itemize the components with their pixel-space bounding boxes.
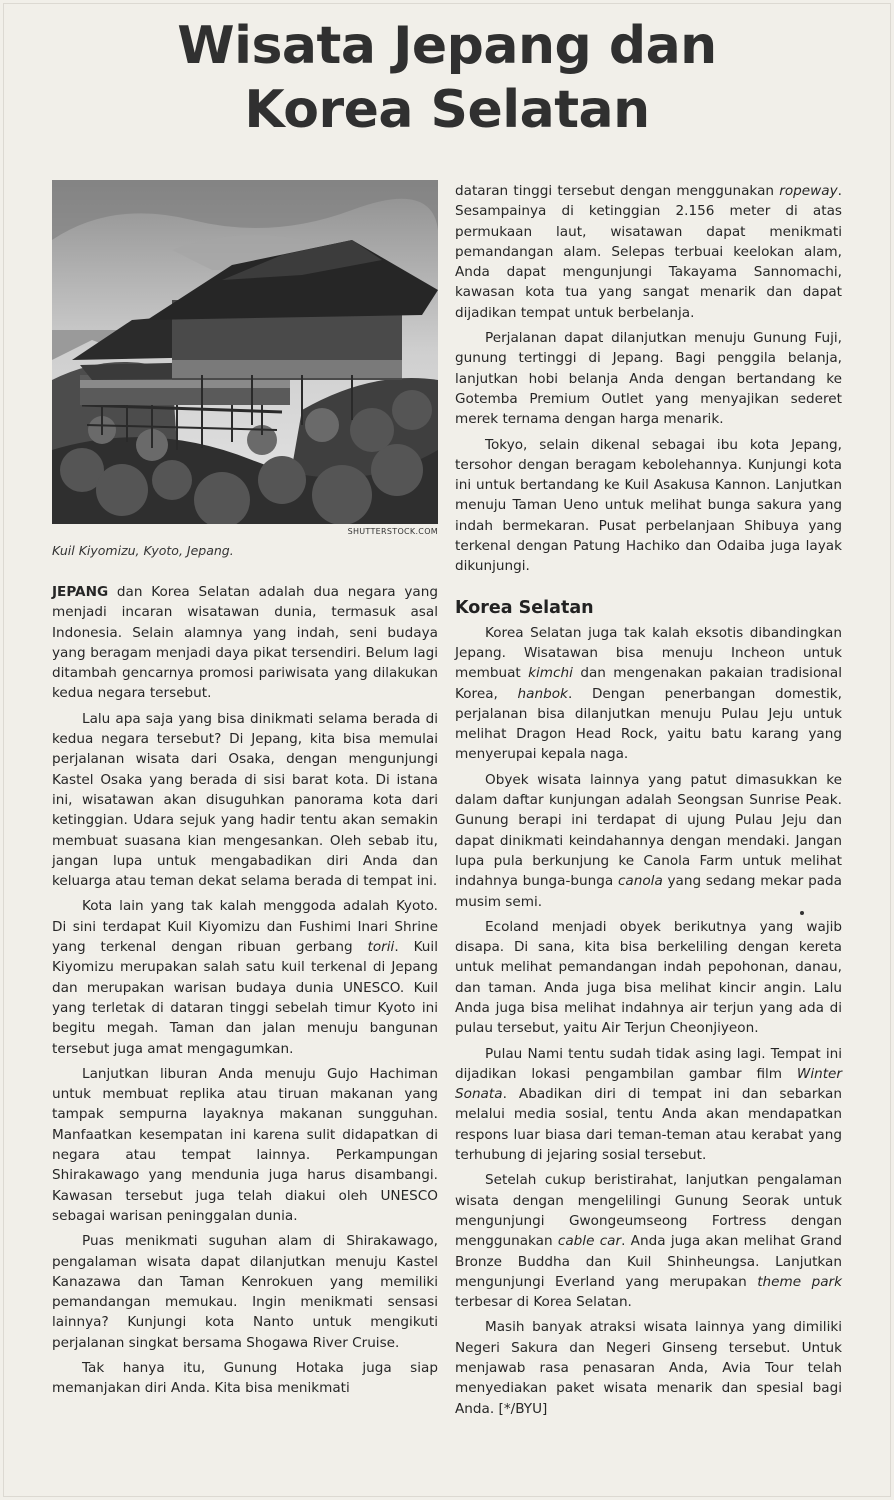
paragraph-2: Lalu apa saja yang bisa dinikmati selama berada di kedua negara tersebut? Di Jepang, kita bisa memulai perjalanan wisata dari Osaka, dengan mengunjungi Kastel Osaka yang berada di sisi barat kota. Di istana ini, wisatawan akan disuguhkan panorama kota dari ketinggian. Udara sejuk yang hadir tentu akan semakin membuat suasana kian mengesankan. Oleh sebab itu, jangan lupa untuk mengabadikan diri Anda dan keluarga atau teman dekat selama berada di tempat ini. [52,710,438,890]
paragraph-k2: Obyek wisata lainnya yang patut dimasukkan ke dalam daftar kunjungan adalah Seongsan Sunrise Peak. Gunung berapi ini terdapat di ujung Pulau Jeju dan dapat dinikmati keindahannya dengan mendaki. Jangan lupa pula berkunjung ke Canola Farm untuk melihat indahnya bunga-bunga canola yang sedang mekar pada musim semi. [455,771,842,910]
headline-line-2: Korea Selatan [244,80,650,140]
paragraph-r1: dataran tinggi tersebut dengan menggunakan ropeway. Sesampainya di ketinggian 2.156 meter di atas permukaan laut, wisatawan dapat menikmati pemandangan alam. Selepas terbuai keelokan alam, Anda dapat mengunjungi Takayama Sannomachi, kawasan kota tua yang sangat menarik dan dapat dijadikan tempat untuk berbelanja. [455,183,842,321]
paragraph-k3: Ecoland menjadi obyek berikutnya yang wajib disapa. Di sana, kita bisa berkeliling dengan kereta untuk melihat pemandangan indah pepohonan, danau, dan taman. Anda juga bisa melihat kincir angin. Lalu Anda juga bisa melihat indahnya air terjun yang ada di pulau tersebut, yaitu Air Terjun Cheonjiyeon. [455,918,842,1037]
paragraph-r2: Perjalanan dapat dilanjutkan menuju Gunung Fuji, gunung tertinggi di Jepang. Bagi penggila belanja, lanjutkan hobi belanja Anda dengan bertandang ke Gotemba Premium Outlet yang menyajikan sederet merek ternama dengan harga menarik. [455,330,842,428]
paragraph-r3: Tokyo, selain dikenal sebagai ibu kota Jepang, tersohor dengan beragam kebolehannya. Kunjungi kota ini untuk bertandang ke Kuil Asakusa Kannon. Lanjutkan menuju Taman Ueno untuk melihat bunga sakura yang indah bermekaran. Pusat perbelanjaan Shibuya yang terkenal dengan Patung Hachiko dan Odaiba juga layak dikunjungi. [455,436,842,575]
paragraph-5: Puas menikmati suguhan alam di Shirakawago, pengalaman wisata dapat dilanjutkan menuju Kastel Kanazawa dan Taman Kenrokuen yang memiliki pemandangan memukau. Ingin menikmati sensasi lainnya? Kunjungi kota Nanto untuk mengikuti perjalanan singkat bersama Shogawa River Cruise. [52,1233,438,1351]
lead-word: JEPANG [52,584,109,600]
subheading-korea: Korea Selatan [455,597,594,618]
headline-line-1: Wisata Jepang dan [177,16,717,76]
photo-credit: SHUTTERSTOCK.COM [347,527,438,536]
temple-photo [52,180,438,524]
paragraph-3: Kota lain yang tak kalah menggoda adalah Kyoto. Di sini terdapat Kuil Kiyomizu dan Fushimi Inari Shrine yang terkenal dengan ribuan gerbang torii. Kuil Kiyomizu merupakan salah satu kuil terkenal di Jepang dan merupakan warisan budaya dunia UNESCO. Kuil yang terletak di dataran tinggi sebelah timur Kyoto ini begitu megah. Taman dan jalan menuju bangunan tersebut juga amat mengagumkan. [52,898,438,1057]
paragraph-1: JEPANG dan Korea Selatan adalah dua negara yang menjadi incaran wisatawan dunia, termasuk asal Indonesia. Selain alamnya yang indah, seni budaya yang beragam menjadi daya pikat tersendiri. Belum lagi ditambah gencarnya promosi pariwisata yang dilakukan kedua negara tersebut. [52,584,438,702]
left-column [52,180,438,1404]
paragraph-4: Lanjutkan liburan Anda menuju Gujo Hachiman untuk membuat replika atau tiruan makanan yang tampak sempurna layaknya makanan sungguhan. Manfaatkan kesempatan ini karena sulit didapatkan di negara atau tempat lainnya. Perkampungan Shirakawago yang mendunia juga harus disambangi. Kawasan tersebut juga telah diakui oleh UNESCO sebagai warisan peninggalan dunia. [52,1065,438,1224]
photo-caption: Kuil Kiyomizu, Kyoto, Jepang. [52,543,234,558]
paragraph-6: Tak hanya itu, Gunung Hotaka juga siap memanjakan diri Anda. Kita bisa menikmati [52,1359,438,1397]
paragraph-k4: Pulau Nami tentu sudah tidak asing lagi. Tempat ini dijadikan lokasi pengambilan gambar film Winter Sonata. Abadikan diri di tempat ini dan sebarkan melalui media sosial, tentu Anda akan mendapatkan respons luar biasa dari teman-teman atau kerabat yang terhubung di jejaring sosial tersebut. [455,1045,842,1164]
paragraph-k5: Setelah cukup beristirahat, lanjutkan pengalaman wisata dengan mengelilingi Gunung Seorak untuk mengunjungi Gwongeumseong Fortress dengan menggunakan cable car. Anda juga akan melihat Grand Bronze Buddha dan Kuil Shinheungsa. Lanjutkan mengunjungi Everland yang merupakan theme park terbesar di Korea Selatan. [455,1172,843,1311]
paragraph-k1: Korea Selatan juga tak kalah eksotis dibandingkan Jepang. Wisatawan bisa menuju Incheon untuk membuat kimchi dan mengenakan pakaian tradisional Korea, hanbok. Dengan penerbangan domestik, perjalanan bisa dilanjutkan menuju Pulau Jeju untuk melihat Dragon Head Rock, yaitu batu karang yang menyerupai kepala naga. [455,624,843,763]
paragraph-k6: Masih banyak atraksi wisata lainnya yang dimiliki Negeri Sakura dan Negeri Ginseng tersebut. Untuk menjawab rasa penasaran Anda, Avia Tour telah menyediakan paket wisata menarik dan spesial bagi Anda. [*/BYU] [455,1319,842,1417]
ink-speck [800,911,804,915]
right-column [455,181,842,1424]
headline [0,14,894,142]
